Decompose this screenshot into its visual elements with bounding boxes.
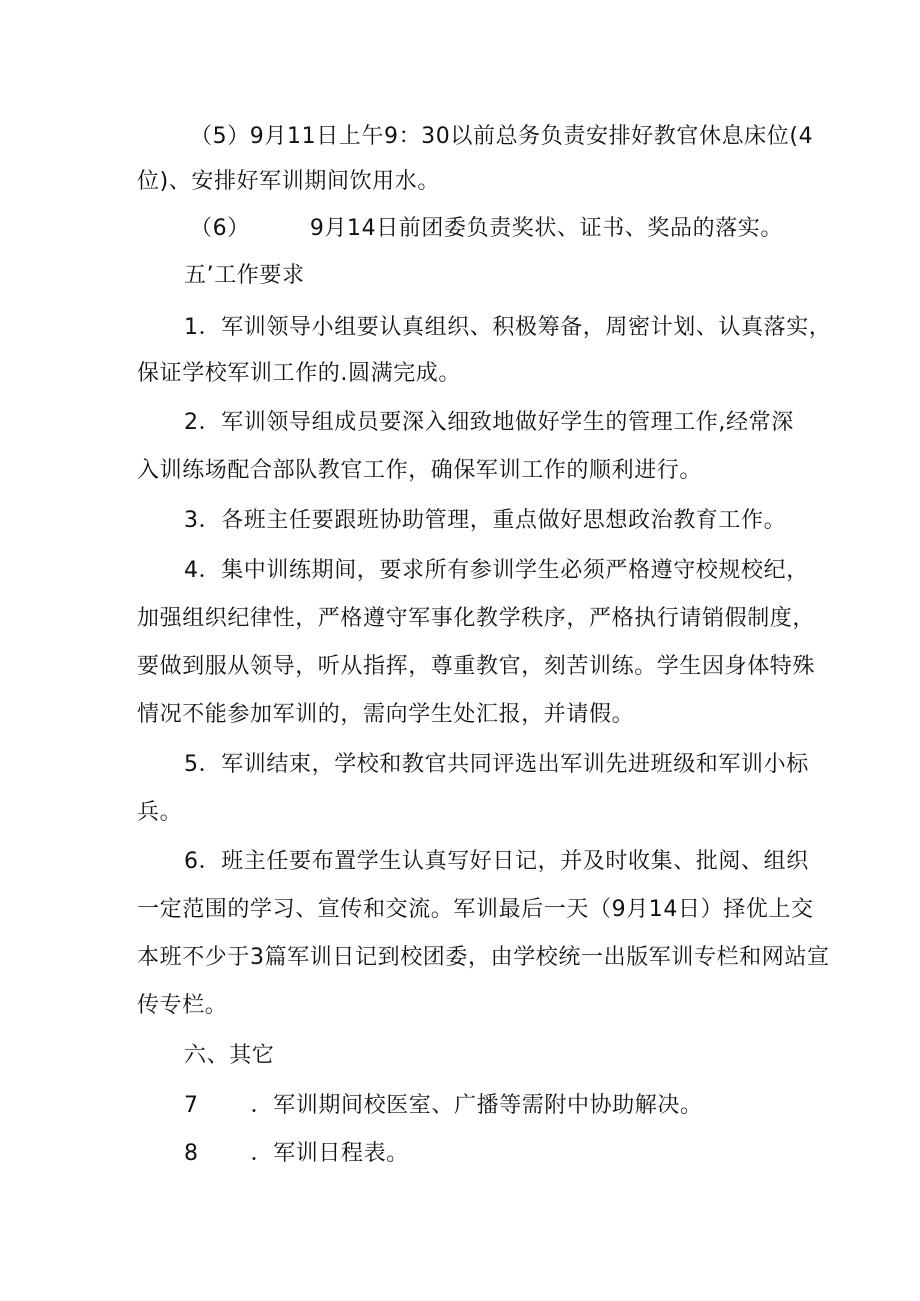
item-6-number: （6）: [190, 216, 250, 241]
requirement-4-line-2: 加强组织纪律性，严格遵守军事化教学秩序，严格执行请销假制度，: [137, 606, 816, 631]
requirement-3-line-1: 3．各班主任要跟班协助管理，重点做好思想政治教育工作。: [184, 508, 787, 533]
other-item-8-number: 8: [184, 1141, 199, 1166]
requirement-6-line-2: 一定范围的学习、宣传和交流。军训最后一天（9月14日）择优上交: [137, 897, 814, 922]
requirement-5-line-1: 5．军训结束，学校和教官共同评选出军训先进班级和军训小标: [184, 752, 809, 777]
requirement-6-line-4: 传专栏。: [137, 993, 228, 1018]
section-5-heading: 五’工作要求: [184, 263, 305, 288]
other-item-8-text: ．军训日程表。: [250, 1141, 409, 1166]
item-6: [190, 214, 783, 244]
other-item-7-number: 7: [184, 1093, 199, 1118]
requirement-4-line-1: 4．集中训练期间，要求所有参训学生必须严格遵守校规校纪，: [184, 558, 809, 583]
requirement-1-line-2: 保证学校军训工作的.圆满完成。: [137, 361, 461, 386]
requirement-6-line-3: 本班不少于3篇军训日记到校团委，由学校统一出版军训专栏和网站宣: [137, 945, 830, 970]
requirement-2-line-2: 入训练场配合部队教官工作，确保军训工作的顺利进行。: [137, 458, 703, 483]
requirement-2-line-1: 2．军训领导组成员要深入细致地做好学生的管理工作,经常深: [184, 410, 794, 435]
requirement-1-line-1: 1．军训领导小组要认真组织、积极筹备，周密计划、认真落实，: [184, 315, 832, 340]
requirement-5-line-2: 兵。: [137, 800, 183, 825]
item-5-line-2: 位)、安排好军训期间饮用水。: [137, 169, 440, 194]
requirement-6-line-1: 6．班主任要布置学生认真写好日记，并及时收集、批阅、组织: [184, 849, 809, 874]
other-item-7: [184, 1091, 703, 1121]
requirement-4-line-4: 情况不能参加军训的，需向学生处汇报，并请假。: [137, 702, 635, 727]
item-5-line-1: （5）9月11日上午9：30以前总务负责安排好教官休息床位(4: [190, 124, 814, 149]
section-6-heading: 六、其它: [184, 1043, 275, 1068]
other-item-7-text: ．军训期间校医室、广播等需附中协助解决。: [250, 1093, 703, 1118]
other-item-8: [184, 1139, 409, 1169]
item-6-text: 9月14日前团委负责奖状、证书、奖品的落实。: [309, 216, 784, 241]
requirement-4-line-3: 要做到服从领导，听从指挥，尊重教官，刻苦训练。学生因身体特殊: [137, 654, 816, 679]
